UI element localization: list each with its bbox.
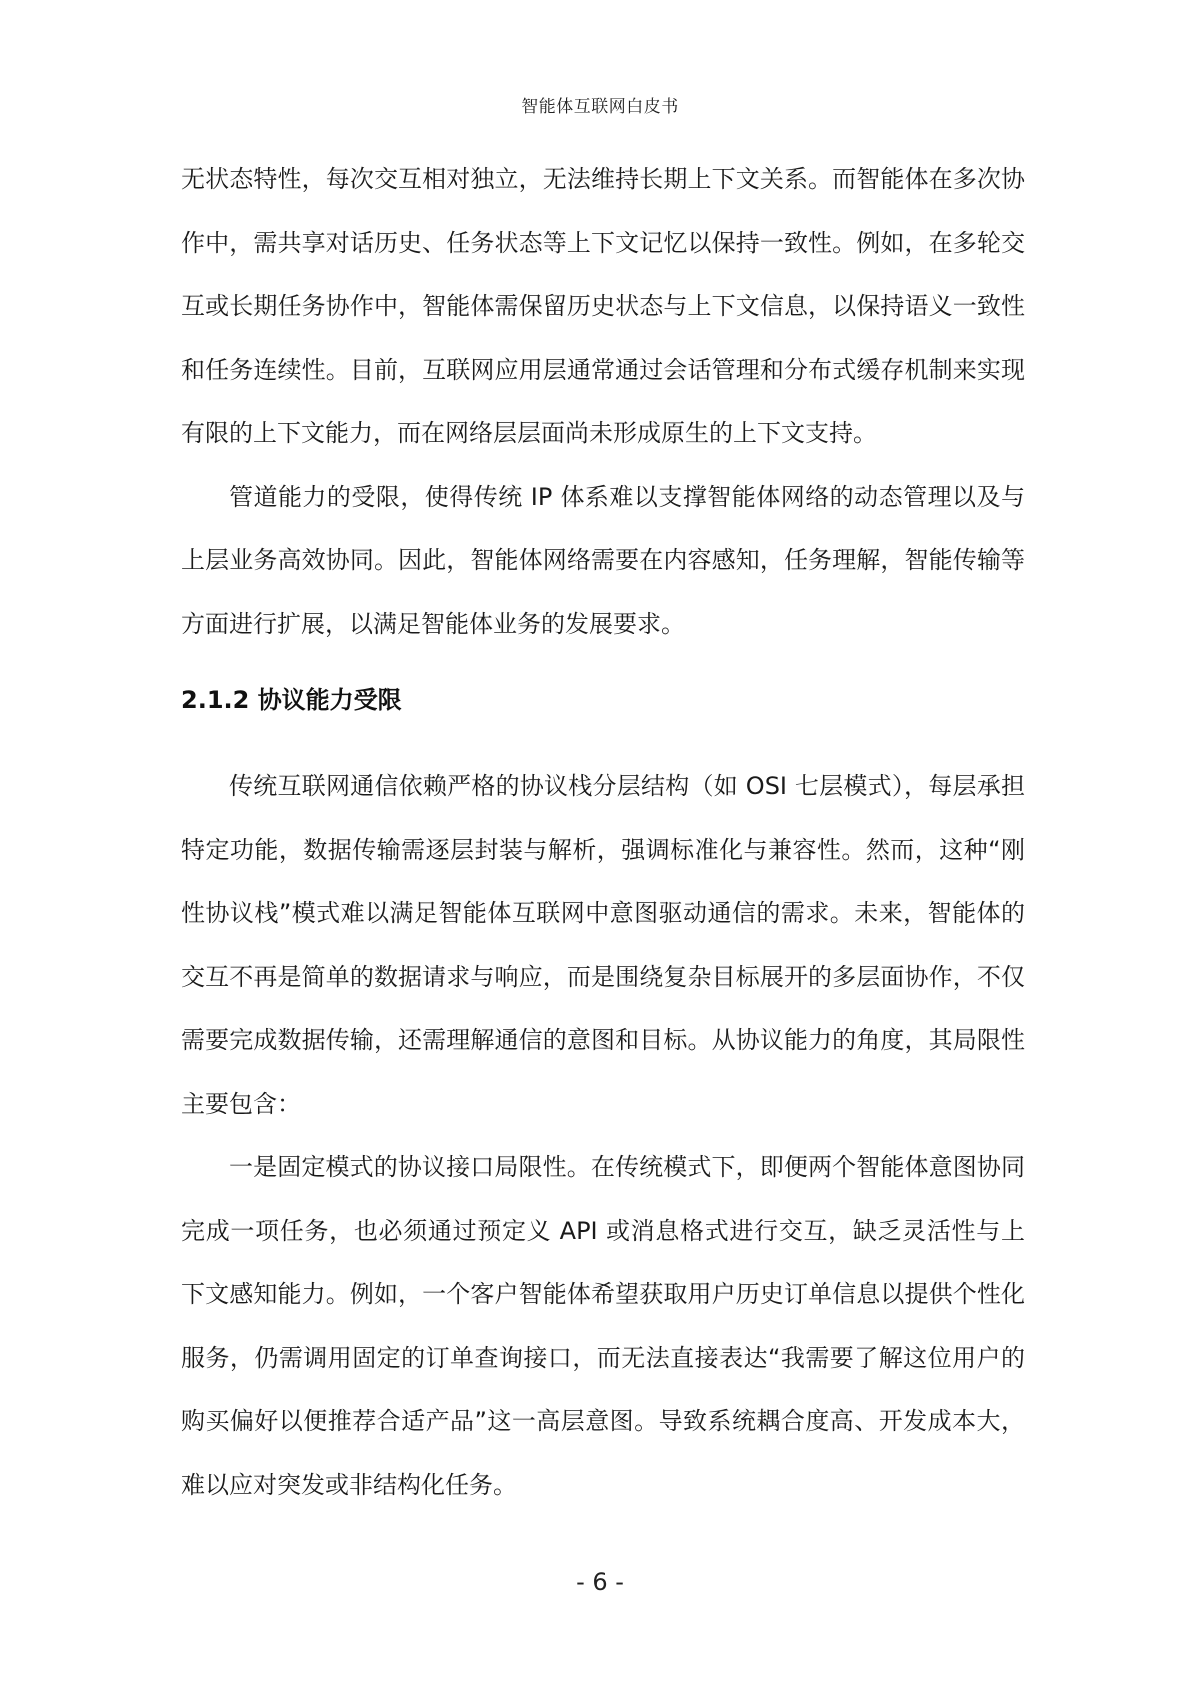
section-heading-2-1-2: 2.1.2 协议能力受限 <box>181 686 402 714</box>
page-number: - 6 - <box>576 1568 624 1596</box>
running-header-title: 智能体互联网白皮书 <box>521 97 679 117</box>
page-body <box>181 148 1025 1517</box>
paragraph-protocol-stack: 传统互联网通信依赖严格的协议栈分层结构（如 OSI 七层模式），每层承担特定功能，数据传输需逐层封装与解析，强调标准化与兼容性。然而，这种“刚性协议栈”模式难以满足智能体互联网中意图驱动通信的需求。未来，智能体的交互不再是简单的数据请求与响应，而是围绕复杂目标展开的多层面协作，不仅需要完成数据传输，还需理解通信的意图和目标。从协议能力的角度，其局限性主要包含： <box>181 772 1025 1118</box>
paragraph-fixed-interface: 一是固定模式的协议接口局限性。在传统模式下，即便两个智能体意图协同完成一项任务，也必须通过预定义 API 或消息格式进行交互，缺乏灵活性与上下文感知能力。例如，一个客户智能体希望获取用户历史订单信息以提供个性化服务，仍需调用固定的订单查询接口，而无法直接表达“我需要了解这位用户的购买偏好以便推荐合适产品”这一高层意图。导致系统耦合度高、开发成本大，难以应对突发或非结构化任务。 <box>181 1153 1025 1499</box>
paragraph-pipeline-limitation: 管道能力的受限，使得传统 IP 体系难以支撑智能体网络的动态管理以及与上层业务高效协同。因此，智能体网络需要在内容感知，任务理解，智能传输等方面进行扩展，以满足智能体业务的发展要求。 <box>181 482 1025 638</box>
paragraph-context-continuation: 无状态特性，每次交互相对独立，无法维持长期上下文关系。而智能体在多次协作中，需共享对话历史、任务状态等上下文记忆以保持一致性。例如，在多轮交互或长期任务协作中，智能体需保留历史状态与上下文信息，以保持语义一致性和任务连续性。目前，互联网应用层通常通过会话管理和分布式缓存机制来实现有限的上下文能力，而在网络层层面尚未形成原生的上下文支持。 <box>181 165 1025 447</box>
